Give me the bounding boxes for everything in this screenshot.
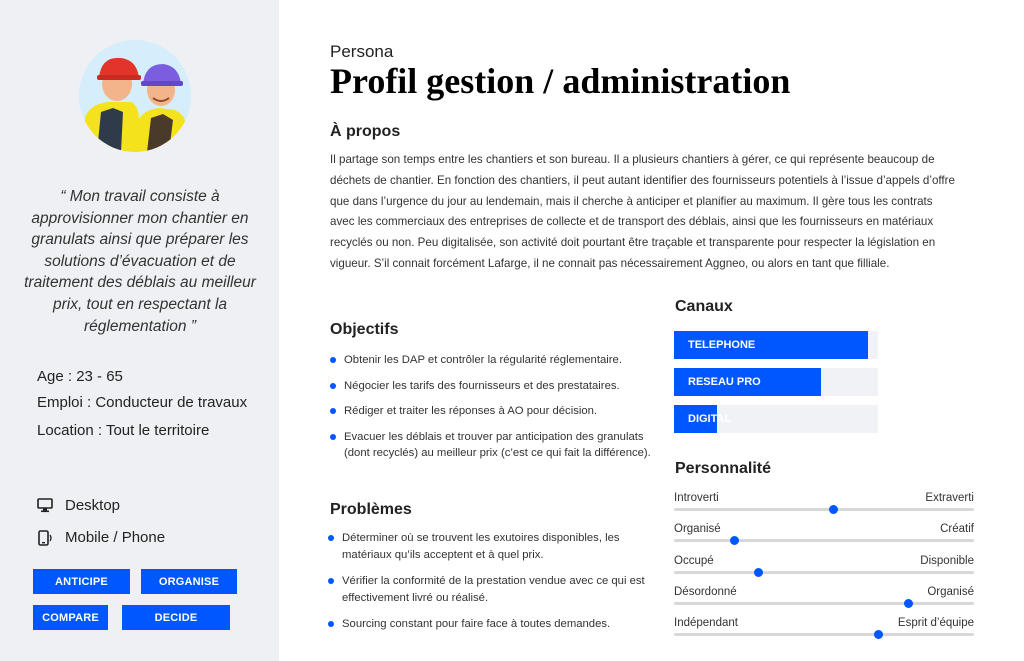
about-heading: À propos (330, 123, 401, 140)
device-desktop (37, 497, 120, 514)
objective-item: Obtenir les DAP et contrôler la régularité réglementaire. (330, 352, 660, 369)
trait-organise-creatif (674, 523, 974, 553)
objectives-heading: Objectifs (330, 321, 399, 338)
personality-heading: Personnalité (675, 460, 772, 477)
page-title: Profil gestion / administration (330, 61, 791, 101)
age-range: Age : 23 - 65 (37, 368, 123, 385)
trait-desordonne-organise (674, 586, 974, 616)
channel-bar-telephone (674, 331, 878, 359)
trait-right-label: Créatif (940, 523, 974, 535)
channel-label: TELEPHONE (688, 339, 756, 351)
tag-anticipe: ANTICIPE (33, 569, 130, 594)
trait-slider-track (674, 539, 974, 542)
trait-slider-track (674, 571, 974, 574)
persona-label: Persona (330, 42, 394, 61)
location: Location : Tout le territoire (37, 422, 210, 439)
trait-slider-knob (730, 536, 739, 545)
problem-item: Déterminer où se trouvent les exutoires disponibles, les matériaux qu’ils acceptent et à quel prix. (328, 530, 658, 563)
tag-decide: DECIDE (122, 605, 230, 630)
objective-item: Evacuer les déblais et trouver par anticipation des granulats (dont recyclés) au meilleur prix (c’est ce qui fait la différence). (330, 429, 660, 462)
trait-slider-knob (754, 568, 763, 577)
trait-introverti-extraverti (674, 492, 974, 522)
trait-occupe-disponible (674, 555, 974, 585)
objectives-list (330, 352, 660, 462)
channel-label: DIGITAL (688, 413, 732, 425)
problem-item: Vérifier la conformité de la prestation vendue avec ce qui est effectivement livré ou réalisé. (328, 573, 658, 606)
tag-organise: ORGANISE (141, 569, 237, 594)
objective-item: Négocier les tarifs des fournisseurs et des prestataires. (330, 378, 660, 395)
tag-compare: COMPARE (33, 605, 108, 630)
trait-right-label: Extraverti (925, 492, 974, 504)
trait-slider-track (674, 633, 974, 636)
device-mobile-label: Mobile / Phone (65, 529, 166, 546)
trait-slider-knob (904, 599, 913, 608)
device-mobile (37, 529, 165, 546)
problem-item: Sourcing constant pour faire face à toutes demandes. (328, 616, 658, 633)
problems-list (328, 530, 658, 633)
workers-illustration (79, 40, 191, 152)
device-desktop-label: Desktop (65, 497, 121, 514)
channel-bar-digital (674, 405, 878, 433)
persona-quote: “ Mon travail consiste à approvisionner mon chantier en granulats ainsi que préparer les solutions d’évacuation et de traitement des déblais au meilleur prix, tout en respectant la réglementation ” (24, 188, 256, 335)
mobile-icon (37, 530, 53, 546)
about-text: Il partage son temps entre les chantiers et son bureau. Il a plusieurs chantiers à gérer, ce qui représente beaucoup de déchets de chantier. En fonction des chantiers, il peut autant identifier des fournisseurs potentiels à l’issue d’appels d’offre que dans l’urgence du jour au lendemain, mais il cherche à anticiper et planifier au maximum. Il gère tous les contrats avec les commerciaux des entreprises de collecte et de transport des déblais, ainsi que les fournisseurs en matériaux recyclés ou non. Peu digitalisée, son activité doit pourtant être traçable et transparente pour respecter la législation en vigueur. S’il connait forcément Lafarge, il ne connait pas nécessairement Aggneo, ou alors en tant que filliale. (330, 153, 955, 270)
trait-left-label: Occupé (674, 555, 714, 567)
trait-left-label: Indépendant (674, 617, 738, 629)
trait-slider-knob (874, 630, 883, 639)
trait-left-label: Désordonné (674, 586, 737, 598)
trait-left-label: Introverti (674, 492, 719, 504)
trait-right-label: Organisé (927, 586, 974, 598)
job-title: Emploi : Conducteur de travaux (37, 394, 248, 411)
trait-left-label: Organisé (674, 523, 721, 535)
trait-right-label: Esprit d’équipe (897, 617, 974, 629)
objective-item: Rédiger et traiter les réponses à AO pour décision. (330, 403, 660, 420)
trait-slider-track (674, 508, 974, 511)
persona-sidebar (0, 0, 279, 661)
channel-bar-reseau-pro (674, 368, 878, 396)
desktop-icon (37, 498, 53, 513)
trait-slider-knob (829, 505, 838, 514)
trait-independant-equipe (674, 617, 974, 647)
avatar (79, 40, 191, 152)
channels-heading: Canaux (675, 298, 733, 315)
trait-slider-track (674, 602, 974, 605)
channel-label: RESEAU PRO (688, 376, 761, 388)
trait-right-label: Disponible (920, 555, 974, 567)
problems-heading: Problèmes (330, 501, 412, 518)
